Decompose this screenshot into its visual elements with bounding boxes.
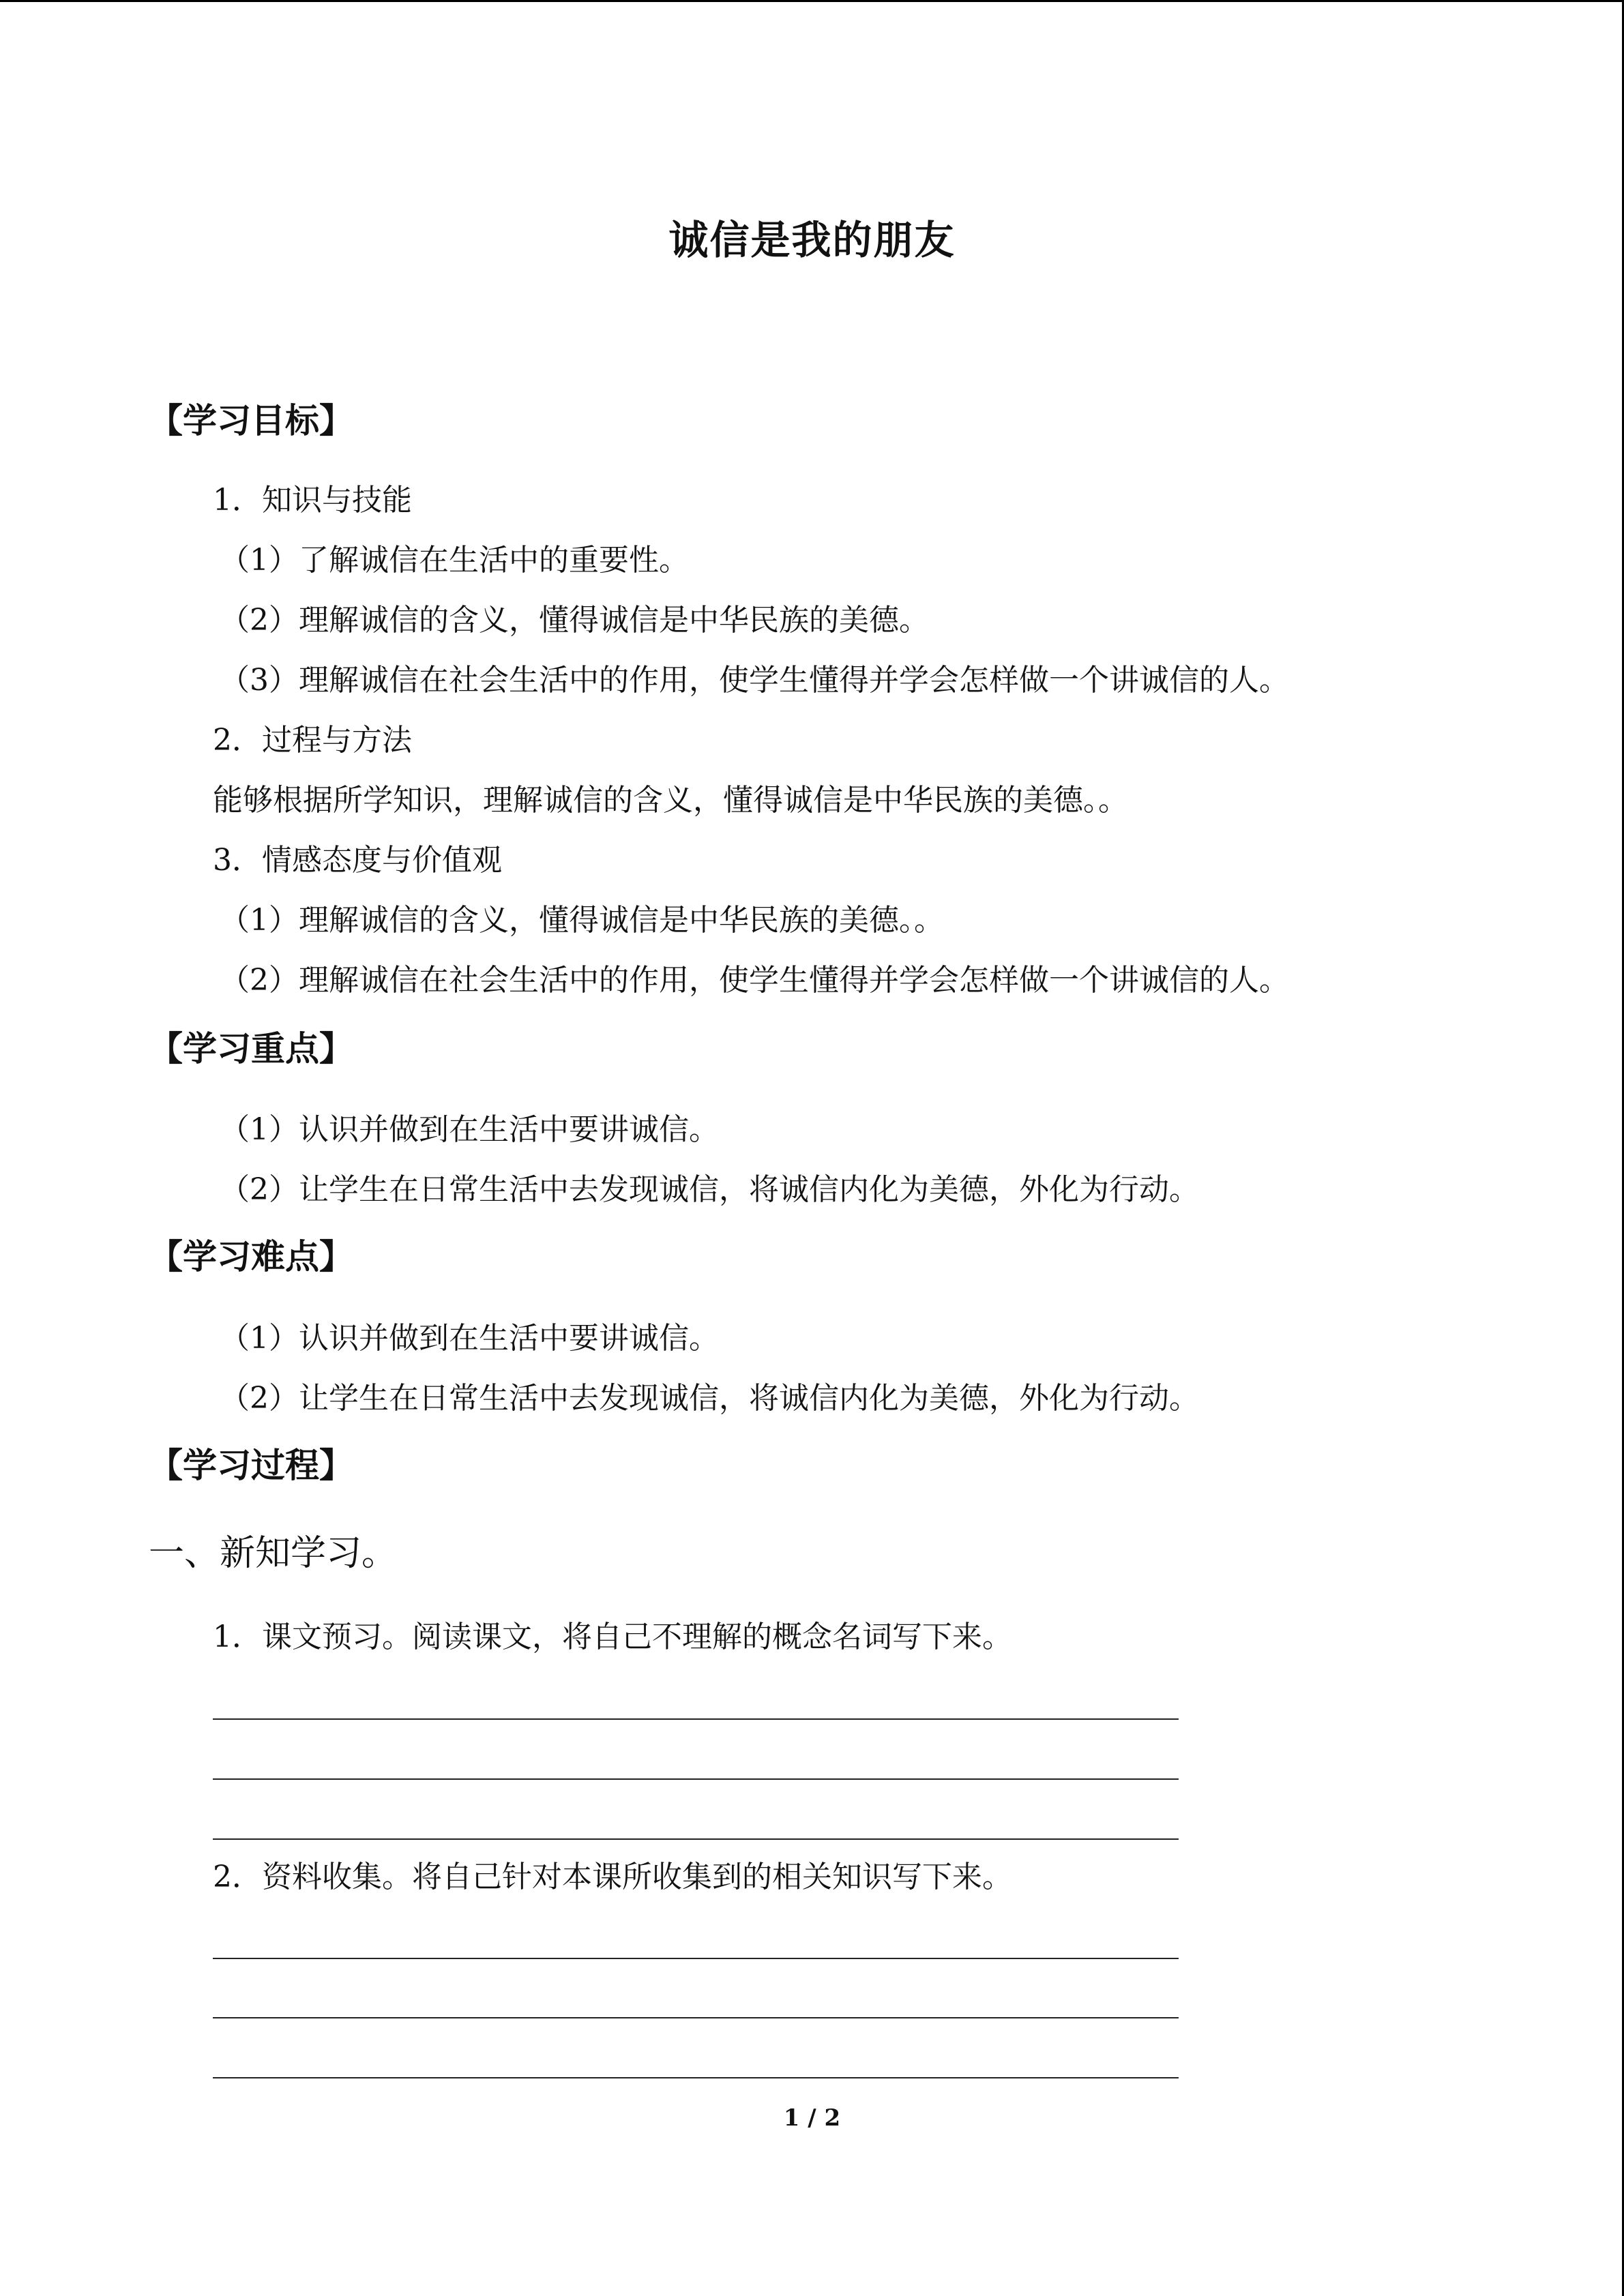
- answer-line[interactable]: [213, 2017, 1179, 2018]
- objective-item-3-sub-2: （2）理解诚信在社会生活中的作用，使学生懂得并学会怎样做一个讲诚信的人。: [220, 963, 1289, 998]
- objective-item-3-sub-1: （1）理解诚信的含义，懂得诚信是中华民族的美德。。: [220, 903, 944, 938]
- objective-item-2-text: 能够根据所学知识，理解诚信的含义，懂得诚信是中华民族的美德。。: [213, 783, 1128, 818]
- objective-item-1-title: 1．知识与技能: [213, 483, 412, 518]
- key-point-sub-2: （2）让学生在日常生活中去发现诚信，将诚信内化为美德，外化为行动。: [220, 1172, 1199, 1207]
- difficulty-sub-2: （2）让学生在日常生活中去发现诚信，将诚信内化为美德，外化为行动。: [220, 1381, 1199, 1416]
- task-1-text: 1．课文预习。阅读课文，将自己不理解的概念名词写下来。: [213, 1620, 1012, 1654]
- section-heading-difficulties: 【学习难点】: [149, 1237, 353, 1277]
- objective-item-1-sub-3: （3）理解诚信在社会生活中的作用，使学生懂得并学会怎样做一个讲诚信的人。: [220, 663, 1289, 698]
- objective-item-1-sub-1: （1）了解诚信在生活中的重要性。: [220, 543, 689, 578]
- part-title-new-knowledge: 一、新知学习。: [149, 1533, 398, 1574]
- objective-item-2-title: 2．过程与方法: [213, 723, 412, 758]
- answer-line[interactable]: [213, 1958, 1179, 1959]
- difficulty-sub-1: （1）认识并做到在生活中要讲诚信。: [220, 1321, 719, 1356]
- objective-item-1-sub-2: （2）理解诚信的含义，懂得诚信是中华民族的美德。: [220, 603, 929, 638]
- section-heading-key-points: 【学习重点】: [149, 1029, 353, 1069]
- task-2-text: 2．资料收集。将自己针对本课所收集到的相关知识写下来。: [213, 1860, 1012, 1894]
- section-heading-objectives: 【学习目标】: [149, 401, 353, 441]
- answer-line[interactable]: [213, 2077, 1179, 2078]
- answer-line[interactable]: [213, 1718, 1179, 1720]
- answer-line[interactable]: [213, 1778, 1179, 1780]
- key-point-sub-1: （1）认识并做到在生活中要讲诚信。: [220, 1112, 719, 1147]
- page-number: 1 / 2: [783, 2104, 841, 2132]
- page-title: 诚信是我的朋友: [668, 217, 956, 263]
- objective-item-3-title: 3．情感态度与价值观: [213, 843, 502, 878]
- section-heading-process: 【学习过程】: [149, 1446, 353, 1485]
- answer-line[interactable]: [213, 1838, 1179, 1840]
